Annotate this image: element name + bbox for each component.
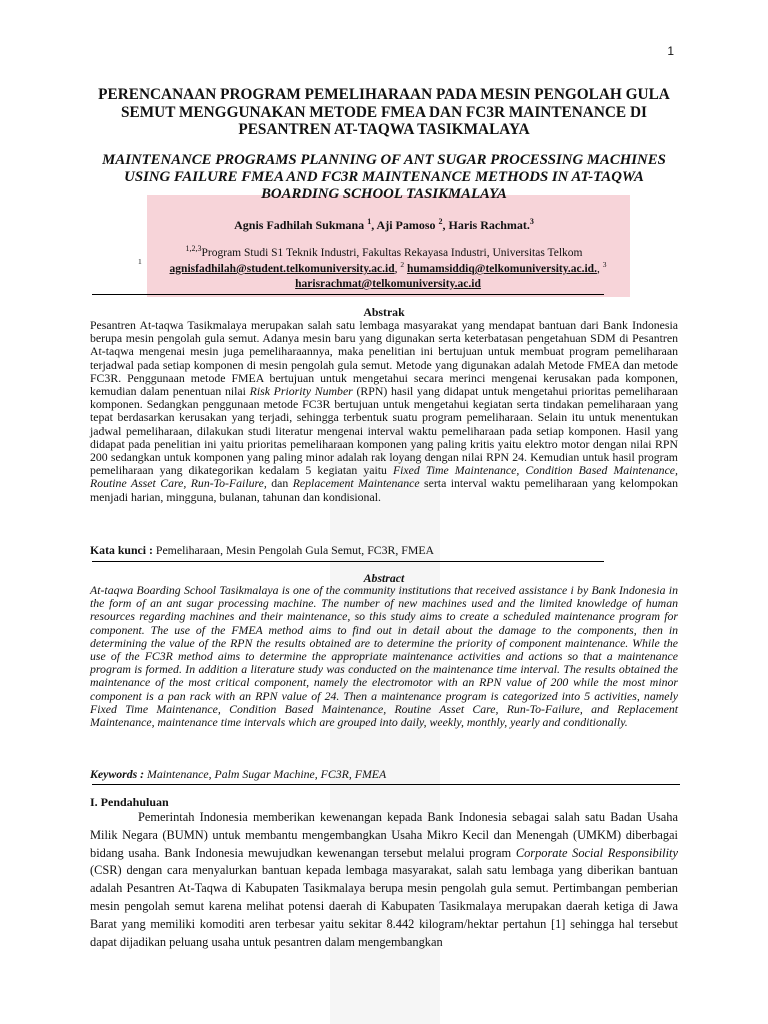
author-affiliation-mark: 2 (438, 217, 443, 226)
abstract-paragraph: At-taqwa Boarding School Tasikmalaya is one of the community institutions that received assistance i by Bank Indonesia in the form of an ant sugar processing machine. The number of new machines used and the limited knowledge of human resources regarding machines and their maintenance, so this study aims to create a scheduled maintenance program for component. The use of the FMEA method aims to find out in detail about the damage to the components, then in determining the value of the RPN the results obtained are to determine the priority of component maintenance. While the use of the FC3R method aims to determine the appropriate maintenance activities and actions so that a maintenance program is formed. In addition a literature study was conducted on the maintenance time interval. The results obtained the maintenance of the most critical component, namely the electromotor with an RPN value of 200 while the most minor component is a pan rack with an RPN value of 24. Then a maintenance program is categorized into 5 activities, namely Fixed Time Maintenance, Condition Based Maintenance, Routine Asset Care, Run-To-Failure, and Replacement Maintenance, maintenance time intervals which are grouped into daily, weekly, monthly, yearly and conditionally. (90, 583, 678, 730)
email-link[interactable]: harisrachmat@telkomuniversity.ac.id (295, 278, 481, 290)
affiliation-mark: 1,2,3 (185, 244, 202, 254)
author-name: Aji Pamoso (376, 218, 436, 232)
abstrak-paragraph: Pesantren At-taqwa Tasikmalaya merupakan salah satu lembaga masyarakat yang mendapat bantuan dari Bank Indonesia berupa mesin pengolah gula semut. Adanya mesin baru yang digunakan serta keterbatasan pengetahuan SDM di Pesantren At-taqwa mengenai mesin juga pemeliharaannya, maka penelitian ini bertujuan untuk membuat program pemeliharaan terjadwal pada setiap komponen di mesin pengolah gula semut. Metode yang digunakan adalah Metode FMEA dan metode FC3R. Penggunaan metode FMEA bertujuan untuk mengetahui secara merinci mengenai kerusakan pada komponen, kemudian dalam penentuan nilai Risk Priority Number (RPN) hasil yang didapat untuk mengetahui prioritas pemeliharaan komponen. Sedangkan penggunaan metode FC3R bertujuan untuk mengetahui kegiatan serta tindakan pemeliharaan yang tepat berdasarkan kerusakan yang terjadi, sehingga terbentuk suatu program pemeliharaan. Selain itu untuk menentukan jadwal pemeliharaan, dilakukan studi literatur mengenai interval waktu pemeliharaan pada setiap komponen. Hasil yang didapat pada penelitian ini yaitu prioritas pemeliharaan komponen yang paling kritis yaitu elektro motor dengan nilai RPN 200 sedangkan untuk komponen yang paling minor adalah rak loyang dengan nilai RPN 24. Kemudian untuk hasil program pemeliharaan yang dikategorikan kedalam 5 kegiatan yaitu Fixed Time Maintenance, Condition Based Maintenance, Routine Asset Care, Run-To-Failure, dan Replacement Maintenance serta interval waktu pemeliharaan yang kelompokan menjadi harian, mingguna, bulanan, tahunan dan kondisional. (90, 318, 679, 504)
email-link[interactable]: humamsiddiq@telkomuniversity.ac.id. (407, 263, 597, 275)
author-name: Haris Rachmat. (448, 218, 530, 232)
kata-kunci (90, 543, 678, 558)
abstrak-heading: Abstrak (363, 305, 405, 319)
author-list: Agnis Fadhilah Sukmana $^1$, Aji Pamoso $^2$, Haris Rachmat.$^3$ (234, 217, 534, 232)
kata-kunci-text: Pemeliharaan, Mesin Pengolah Gula Semut, FC3R, FMEA (152, 543, 435, 557)
keywords-text: Maintenance, Palm Sugar Machine, FC3R, FMEA (144, 767, 387, 781)
divider (92, 784, 680, 785)
affiliation (90, 244, 678, 259)
author-emails: 1 agnisfadhilah@student.telkomuniversity.ac.id, $^2$ humamsiddiq@telkomuniversity.ac.id., $^3$ harisrachmat@telkomuniversity.ac.id (138, 257, 607, 290)
section-paragraph: Pemerintah Indonesia memberikan kewenangan kepada Bank Indonesia sebagai salah satu Badan Usaha Milik Negara (BUMN) untuk membantu mengembangkan Usaha Mikro Kecil dan Menengah (UMKM) diberbagai bidang usaha. Bank Indonesia mewujudkan kewenangan tersebut melalui program Corporate Social Responsibility (CSR) dengan cara menyalurkan bantuan kepada lembaga masyarakat, salah satu lembaga yang diberikan bantuan adalah Pesantren At-Taqwa di Kabupaten Tasikmalaya berupa mesin pengolah gula semut. Pertimbangan pemberian mesin pengolah semut karena melihat potensi daerah di Kabupaten Tasikmalaya merupakan daerah ketiga di Jawa Barat yang memiliki komoditi aren terbesar yaitu sekitar 8.442 kilogram/hektar pertahun [1] sehingga hal tersebut dapat dijadikan peluang usaha untuk pesantren dalam mengembangkan (90, 810, 678, 949)
divider (92, 294, 604, 295)
author-affiliation-mark: 3 (529, 217, 534, 226)
abstract-heading: Abstract (363, 571, 405, 585)
paper-title-english: MAINTENANCE PROGRAMS PLANNING OF ANT SUGAR PROCESSING MACHINES USING FAILURE FMEA AND FC3R MAINTENANCE METHODS IN AT-TAQWA BOARDING SCHOOL TASIKMALAYA (102, 152, 666, 202)
affiliation-text: Program Studi S1 Teknik Industri, Fakultas Rekayasa Industri, Universitas Telkom (201, 247, 583, 259)
email-mark: 2 (400, 260, 405, 270)
author-affiliation-mark: 1 (367, 217, 372, 226)
paper-title-indonesian: PERENCANAAN PROGRAM PEMELIHARAAN PADA MESIN PENGOLAH GULA SEMUT MENGGUNAKAN METODE FMEA DAN FC3R MAINTENANCE DI PESANTREN AT-TAQWA TASIKMALAYA (98, 86, 670, 138)
keywords-label: Keywords : (90, 767, 145, 781)
author-name: Agnis Fadhilah Sukmana (234, 218, 365, 232)
kata-kunci-label: Kata kunci : (90, 543, 153, 557)
divider (92, 561, 604, 562)
keywords (90, 767, 678, 782)
email-mark: 3 (602, 260, 607, 270)
section-heading: I. Pendahuluan (90, 795, 169, 809)
email-link[interactable]: agnisfadhilah@student.telkomuniversity.ac.id (169, 263, 395, 275)
page-number: 1 (667, 44, 674, 58)
